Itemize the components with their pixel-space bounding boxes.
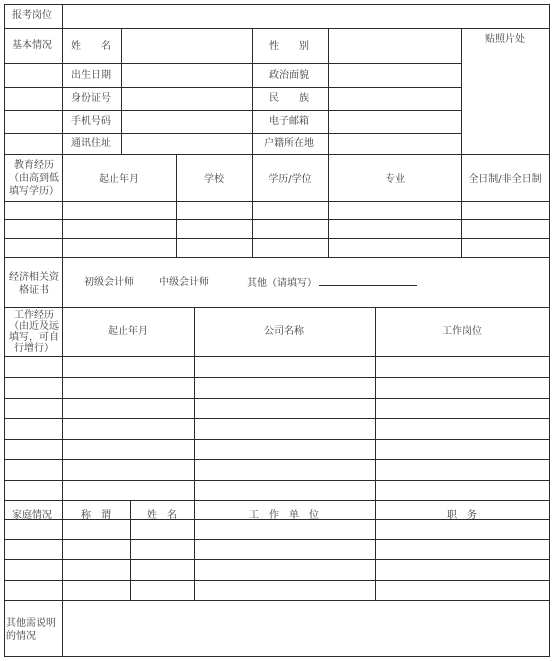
table-line bbox=[461, 28, 462, 257]
table-line bbox=[4, 356, 550, 357]
table-line bbox=[4, 110, 462, 111]
photo-placeholder: 贴照片处 bbox=[485, 34, 525, 45]
family-col-title: 职 务 bbox=[447, 510, 477, 521]
email-label: 电子邮箱 bbox=[269, 116, 309, 127]
table-line bbox=[194, 307, 195, 601]
table-line bbox=[4, 28, 550, 29]
table-line bbox=[328, 28, 329, 154]
table-line bbox=[4, 238, 550, 239]
cert-other-fill-line[interactable] bbox=[319, 277, 417, 286]
table-line bbox=[4, 307, 550, 308]
education-col-major: 专业 bbox=[385, 174, 405, 185]
table-line bbox=[4, 87, 462, 88]
education-col-fulltime: 全日制/非全日制 bbox=[468, 174, 542, 185]
politics-label: 政治面貌 bbox=[269, 70, 309, 81]
table-line bbox=[4, 257, 550, 258]
hukou-label: 户籍所在地 bbox=[264, 138, 314, 149]
family-label: 家庭情况 bbox=[12, 510, 52, 521]
table-line bbox=[62, 4, 63, 657]
table-line bbox=[252, 28, 253, 154]
other-info-label: 其他需说明的情况 bbox=[6, 618, 56, 642]
table-line bbox=[4, 63, 462, 64]
table-line bbox=[4, 377, 550, 378]
cert-option-junior: 初级会计师 bbox=[84, 277, 134, 288]
birth-label: 出生日期 bbox=[71, 70, 111, 81]
table-border-right bbox=[549, 4, 550, 657]
table-line bbox=[121, 28, 122, 154]
address-label: 通讯住址 bbox=[71, 138, 111, 149]
work-col-position: 工作岗位 bbox=[442, 326, 482, 337]
education-label: 教育经历（由高到低填写学历） bbox=[9, 160, 59, 197]
table-line bbox=[4, 459, 550, 460]
table-line bbox=[4, 201, 550, 202]
ethnicity-label: 民 族 bbox=[269, 93, 309, 104]
table-line bbox=[4, 439, 550, 440]
family-col-name: 姓 名 bbox=[147, 510, 177, 521]
education-col-school: 学校 bbox=[204, 174, 224, 185]
table-line bbox=[176, 154, 177, 257]
id-number-label: 身份证号 bbox=[71, 93, 111, 104]
table-border-bottom bbox=[4, 656, 550, 657]
phone-label: 手机号码 bbox=[71, 116, 111, 127]
table-line bbox=[4, 559, 550, 560]
table-line bbox=[4, 600, 550, 601]
family-col-relation: 称 谓 bbox=[81, 510, 111, 521]
table-line bbox=[4, 154, 550, 155]
education-col-period: 起止年月 bbox=[99, 174, 139, 185]
cert-option-other bbox=[247, 277, 417, 290]
education-col-degree: 学历/学位 bbox=[268, 174, 312, 185]
name-label: 姓 名 bbox=[71, 41, 111, 52]
family-col-employer: 工 作 单 位 bbox=[249, 510, 319, 521]
table-line bbox=[130, 500, 131, 601]
table-line bbox=[4, 480, 550, 481]
table-line bbox=[4, 418, 550, 419]
table-border-top bbox=[4, 4, 550, 5]
cert-option-intermediate: 中级会计师 bbox=[159, 277, 209, 288]
table-line bbox=[4, 500, 550, 501]
certificate-label: 经济相关资格证书 bbox=[9, 272, 59, 296]
table-line bbox=[375, 307, 376, 601]
work-col-period: 起止年月 bbox=[108, 326, 148, 337]
work-col-company: 公司名称 bbox=[264, 326, 304, 337]
table-line bbox=[328, 154, 329, 257]
table-line bbox=[4, 580, 550, 581]
position-label: 报考岗位 bbox=[12, 10, 52, 21]
table-line bbox=[4, 133, 462, 134]
gender-label: 性 别 bbox=[269, 41, 309, 52]
table-line bbox=[4, 219, 550, 220]
cert-option-other-label: 其他（请填写） bbox=[247, 278, 317, 289]
table-border-left bbox=[4, 4, 5, 657]
basic-info-label: 基本情况 bbox=[12, 40, 52, 51]
work-label: 工作经历（由近及远填写，可自行增行） bbox=[9, 310, 59, 354]
table-line bbox=[4, 398, 550, 399]
table-line bbox=[252, 154, 253, 257]
table-line bbox=[4, 539, 550, 540]
